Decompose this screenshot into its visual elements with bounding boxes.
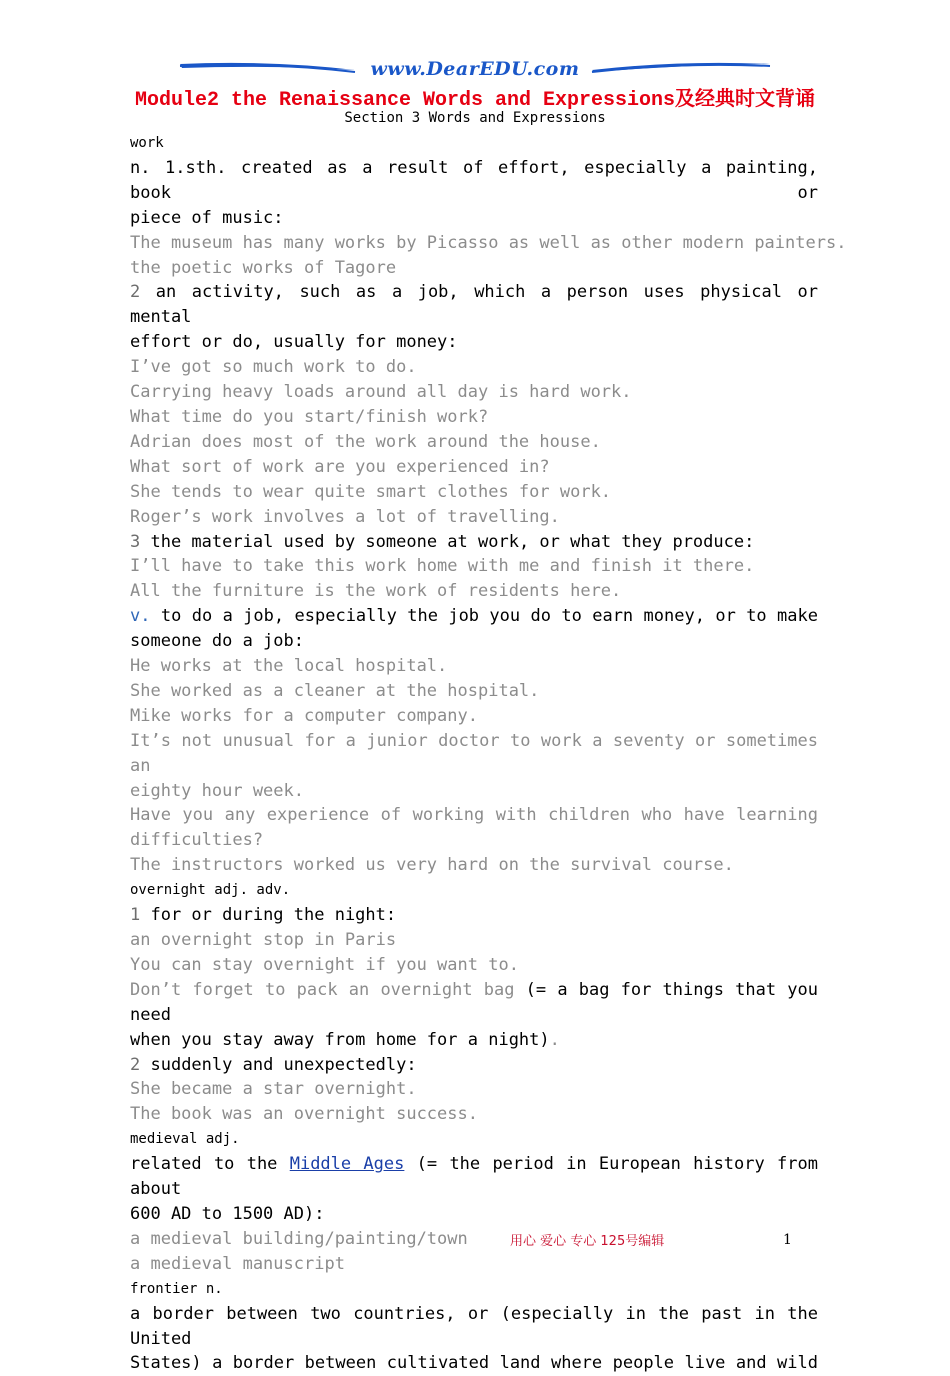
- sense-number: 2: [130, 282, 141, 303]
- example-sentence: the poetic works of Tagore: [130, 257, 397, 278]
- footer-note: 用心 爱心 专心 125号编辑: [510, 1234, 665, 1249]
- example-sentence: He works at the local hospital.: [130, 656, 448, 677]
- overnight-definition-1: [130, 903, 818, 928]
- example-sentence: The book was an overnight success.: [130, 1104, 478, 1125]
- example-sentence: Mike works for a computer company.: [130, 705, 478, 726]
- overnight-definition-2: [130, 1053, 818, 1078]
- example-sentence: Carrying heavy loads around all day is hard work.: [130, 382, 632, 403]
- work-verb-definition: [130, 604, 818, 629]
- overnight-def2-text: suddenly and unexpectedly:: [140, 1054, 417, 1075]
- example-sentence: It’s not unusual for a junior doctor to work a seventy or sometimes an: [130, 730, 818, 776]
- example-sentence: an overnight stop in Paris: [130, 930, 397, 950]
- example-sentence: Roger’s work involves a lot of travelling.: [130, 506, 560, 527]
- medieval-def-continuation: 600 AD to 1500 AD):: [130, 1203, 325, 1224]
- headword-overnight: overnight adj. adv.: [130, 882, 291, 899]
- headword-frontier: frontier n.: [130, 1280, 223, 1297]
- gloss-text: (= a bag for things that you need: [130, 979, 818, 1025]
- example-sentence: All the furniture is the work of residents here.: [130, 581, 622, 602]
- work-def1-text: 1.sth. created as a result of effort, especially a painting, book or: [130, 157, 818, 203]
- headword-work: work: [130, 135, 164, 151]
- example-sentence: She became a star overnight.: [130, 1079, 417, 1100]
- example-sentence: You can stay overnight if you want to.: [130, 954, 519, 975]
- example-sentence-continuation: eighty hour week.: [130, 780, 304, 801]
- example-text: Don’t forget to pack an overnight bag: [130, 979, 515, 1000]
- overnight-example-3: [130, 978, 818, 1028]
- example-sentence-continuation: difficulties?: [130, 830, 264, 851]
- example-sentence: The museum has many works by Picasso as well as other modern painters.: [130, 232, 847, 253]
- example-sentence: a medieval manuscript: [130, 1253, 345, 1274]
- example-sentence: a medieval building/painting/town: [130, 1228, 468, 1249]
- site-url[interactable]: www.DearEDU.com: [370, 58, 580, 80]
- vocabulary-content: [130, 131, 847, 1376]
- example-sentence: She worked as a cleaner at the hospital.: [130, 680, 540, 701]
- work-definition-3: [130, 530, 818, 555]
- frontier-definition-continuation: States) a border between cultivated land where people live and wild: [130, 1353, 818, 1374]
- example-sentence: She tends to wear quite smart clothes for work.: [130, 481, 612, 502]
- overnight-def1-text: for or during the night:: [140, 905, 397, 926]
- page-title: Module2 the Renaissance Words and Expressions及经典时文背诵: [134, 89, 816, 112]
- example-sentence: The instructors worked us very hard on the survival course.: [130, 855, 734, 876]
- work-definition-1: [130, 156, 818, 206]
- page-footer: [0, 1230, 950, 1250]
- work-def4-text: to do a job, especially the job you do to earn money, or to make: [150, 606, 818, 627]
- example-sentence: What sort of work are you experienced in?: [130, 456, 550, 477]
- medieval-def-post: (= the period in European history from about: [130, 1154, 818, 1200]
- verb-label: v.: [130, 606, 151, 627]
- work-def1-continuation: piece of music:: [130, 207, 284, 228]
- work-def2-text: an activity, such as a job, which a person uses physical or mental: [130, 282, 818, 328]
- medieval-def-pre: related to the: [130, 1154, 290, 1175]
- medieval-definition: [130, 1152, 818, 1202]
- sense-number: 1: [130, 905, 141, 926]
- overnight-example-3-continuation: [130, 1028, 818, 1053]
- page-number: 1: [783, 1232, 792, 1248]
- work-def3-text: the material used by someone at work, or what they produce:: [140, 531, 755, 552]
- sense-number: 3: [130, 531, 141, 552]
- work-def4-continuation: someone do a job:: [130, 631, 304, 652]
- sense-number: 2: [130, 1054, 141, 1075]
- headword-medieval: medieval adj.: [130, 1131, 240, 1148]
- example-sentence: I’ve got so much work to do.: [130, 357, 417, 378]
- example-sentence: Have you any experience of working with children who have learning: [130, 805, 818, 826]
- section-subtitle: Section 3 Words and Expressions: [344, 110, 606, 126]
- example-period: .: [549, 1029, 560, 1050]
- example-sentence: What time do you start/finish work?: [130, 406, 489, 427]
- example-sentence: I’ll have to take this work home with me and finish it there.: [130, 556, 755, 577]
- middle-ages-link[interactable]: Middle Ages: [289, 1154, 405, 1175]
- work-def2-continuation: effort or do, usually for money:: [130, 332, 458, 353]
- frontier-definition: a border between two countries, or (especially in the past in the United: [130, 1303, 818, 1349]
- gloss-text-continued: when you stay away from home for a night): [130, 1029, 550, 1050]
- example-sentence: Adrian does most of the work around the house.: [130, 431, 601, 452]
- work-definition-2: [130, 280, 818, 330]
- noun-label: n.: [130, 157, 166, 178]
